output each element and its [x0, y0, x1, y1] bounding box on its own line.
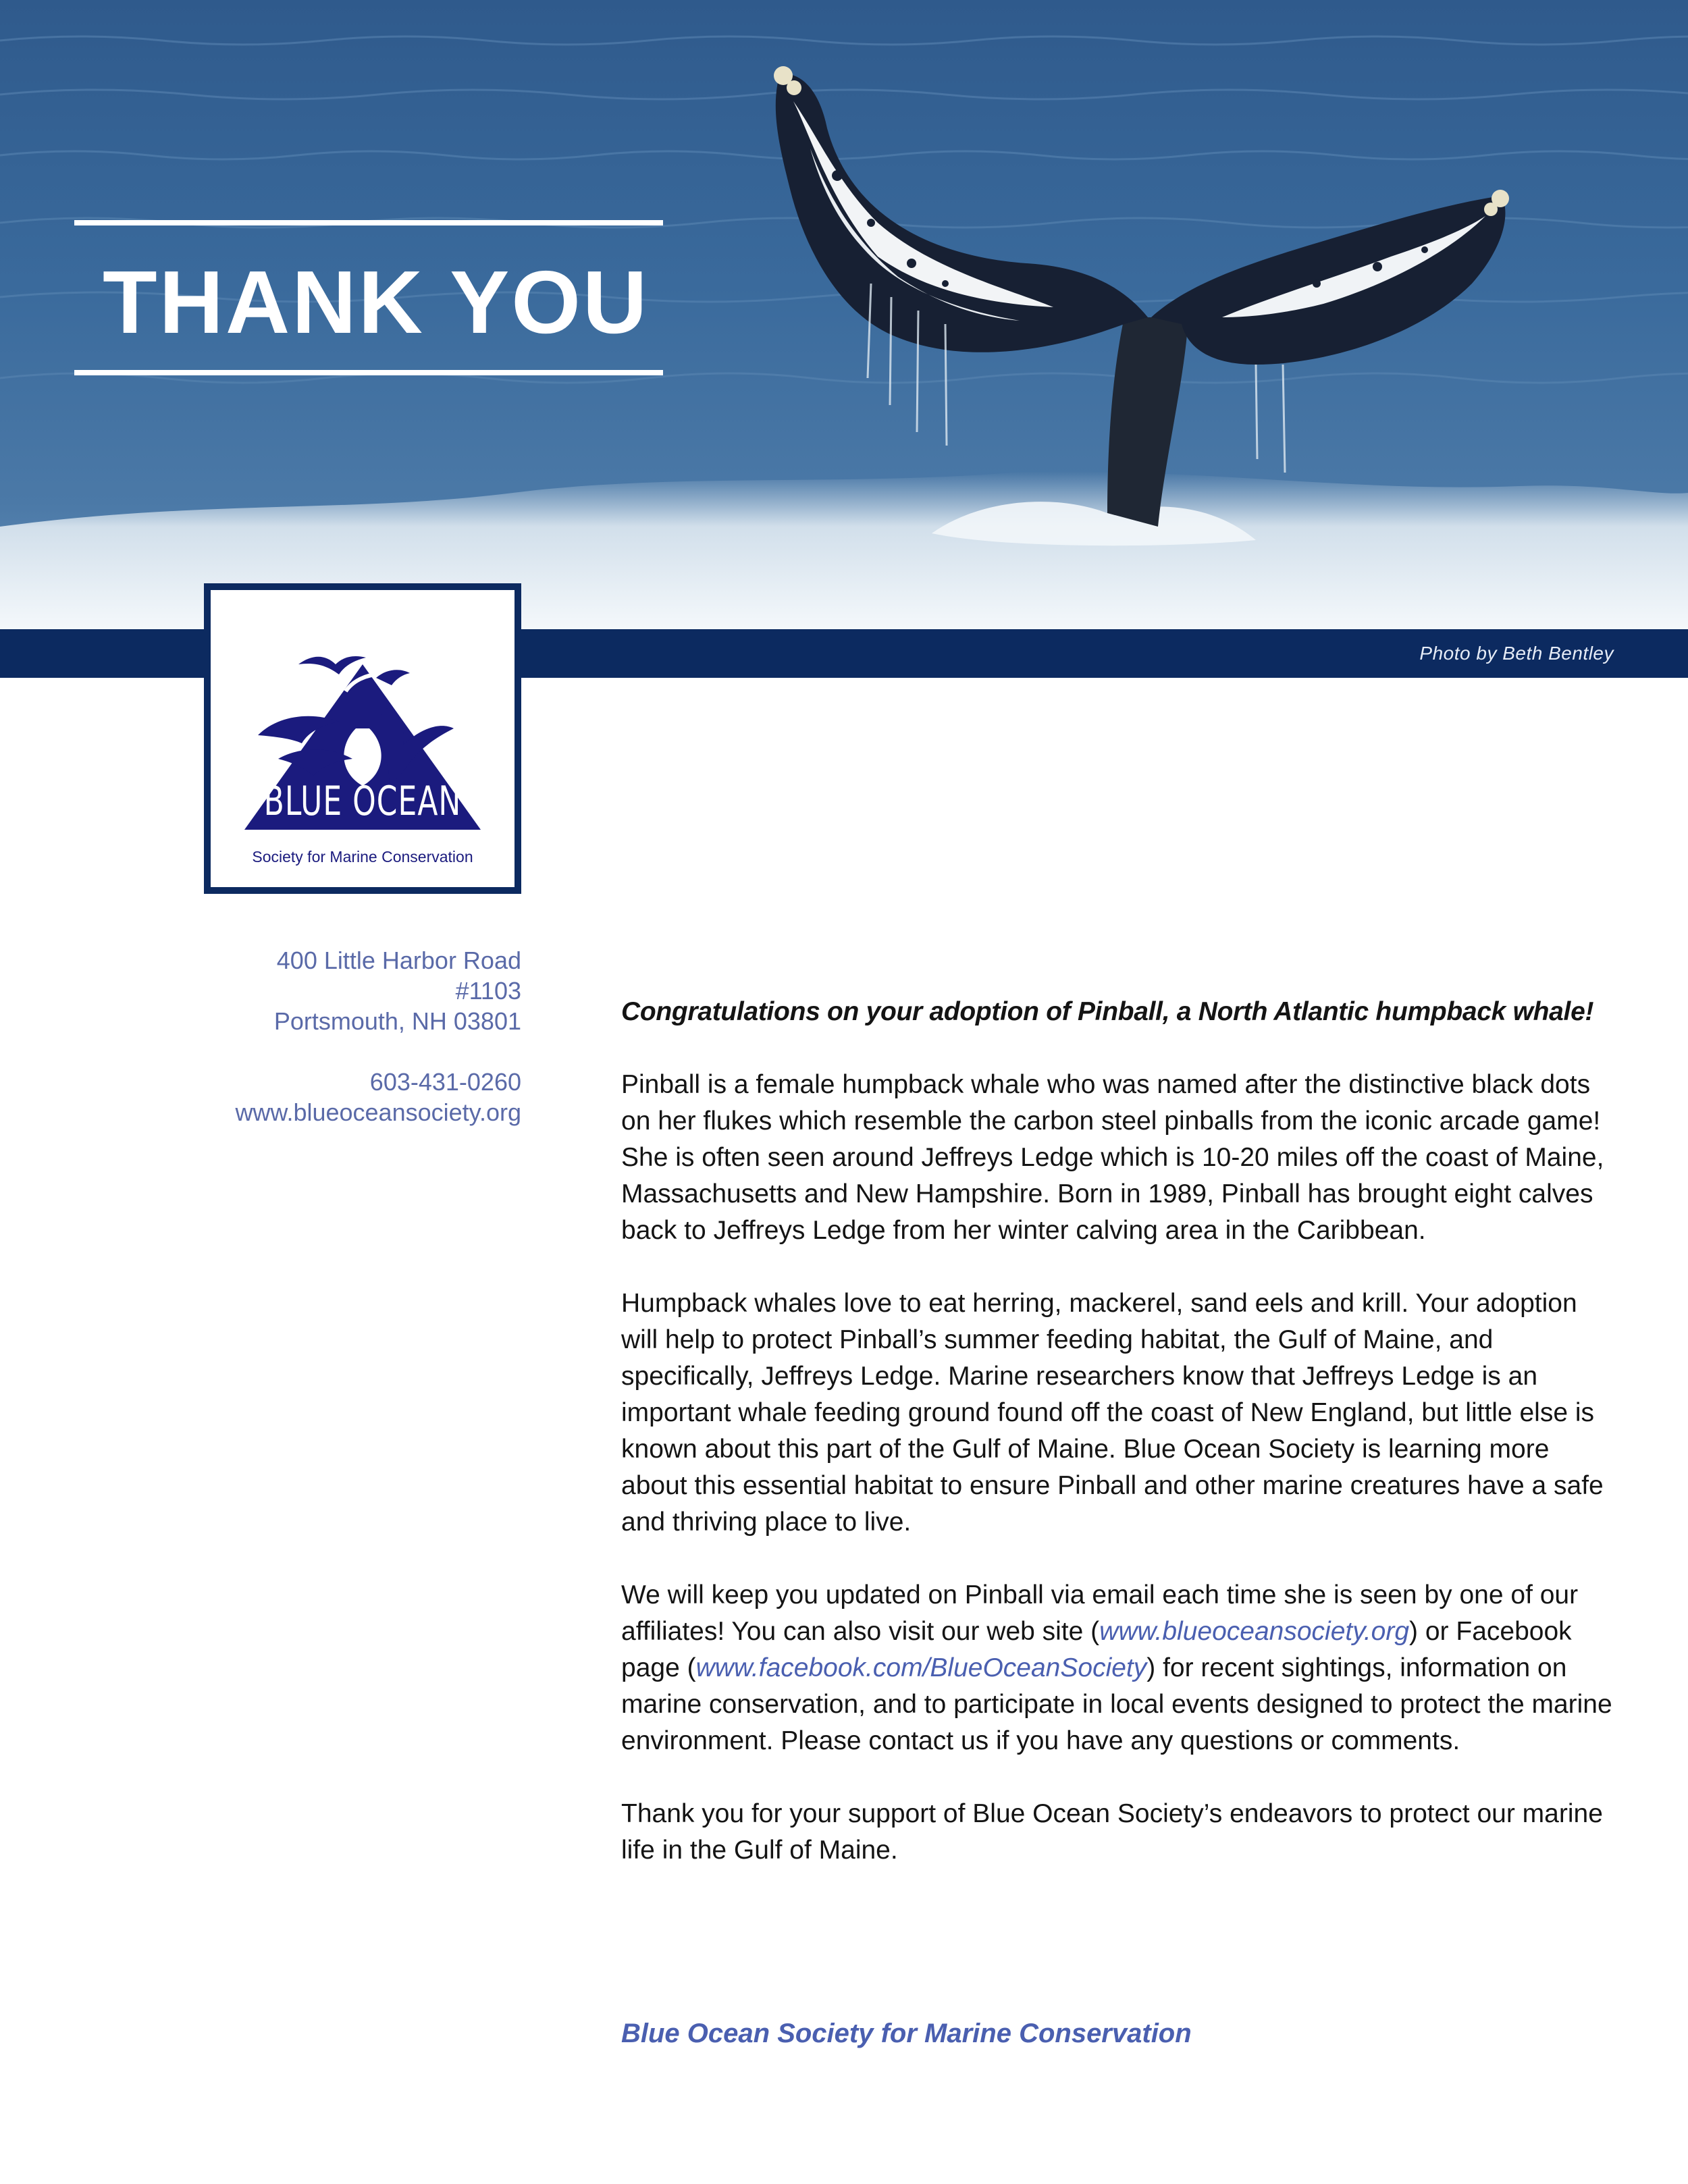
- website-inline-link[interactable]: www.blueoceansociety.org: [1099, 1617, 1410, 1646]
- letter-body: [621, 994, 1617, 1905]
- website-link[interactable]: www.blueoceansociety.org: [235, 1098, 521, 1126]
- logo-mark-icon: [238, 627, 487, 870]
- paragraph-3: [621, 1577, 1617, 1759]
- letter-headline: Congratulations on your adoption of Pinball, a North Atlantic humpback whale!: [621, 997, 1594, 1026]
- facebook-link[interactable]: www.facebook.com/BlueOceanSociety: [695, 1653, 1147, 1682]
- address-line-2: #1103: [455, 977, 521, 1005]
- address-line-1: 400 Little Harbor Road: [276, 947, 521, 974]
- logo-name: BLUE OCEAN: [263, 778, 462, 825]
- contact-block: [184, 945, 521, 1127]
- signature: Blue Ocean Society for Marine Conservation: [621, 2019, 1192, 2048]
- paragraph-3-part-2: ) or Facebook page (: [621, 1617, 1572, 1682]
- title-rule-bottom: [74, 370, 663, 375]
- paragraph-2: Humpback whales love to eat herring, mackerel, sand eels and krill. Your adoption will help to protect Pinball’s summer feeding habitat, the Gulf of Maine, and specifically, Jeffreys Ledge. Marine researchers know that Jeffreys Ledge is an important whale feeding ground found off the coast of New England, but little else is known about this part of the Gulf of Maine. Blue Ocean Society is learning more about this essential habitat to ensure Pinball and other marine creatures have a safe and thriving place to live.: [621, 1289, 1604, 1537]
- paragraph-1: Pinball is a female humpback whale who was named after the distinctive black dots on her flukes which resemble the carbon steel pinballs from the iconic arcade game! She is often seen around Jeffreys Ledge which is 10-20 miles off the coast of Maine, Massachusetts and New Hampshire. Born in 1989, Pinball has brought eight calves back to Jeffreys Ledge from her winter calving area in the Caribbean.: [621, 1070, 1604, 1245]
- page-title: THANK YOU: [103, 252, 650, 352]
- logo: [204, 583, 521, 894]
- paragraph-3-part-1: We will keep you updated on Pinball via email each time she is seen by one of our affiliates! You can also visit our web site (: [621, 1580, 1579, 1646]
- title-rule-top: [74, 220, 663, 225]
- hero-photo: [0, 0, 1688, 629]
- phone-number: 603-431-0260: [369, 1068, 521, 1096]
- title-block: [74, 220, 663, 375]
- address-line-3: Portsmouth, NH 03801: [273, 1007, 521, 1035]
- paragraph-4: Thank you for your support of Blue Ocean Society’s endeavors to protect our marine life in the Gulf of Maine.: [621, 1799, 1603, 1865]
- paragraph-3-part-3: ) for recent sightings, information on marine conservation, and to participate in local events designed to protect the marine environment. Please contact us if you have any questions or comments.: [621, 1653, 1612, 1755]
- logo-subtitle: Society for Marine Conservation: [252, 848, 473, 865]
- photo-credit: Photo by Beth Bentley: [1419, 643, 1614, 664]
